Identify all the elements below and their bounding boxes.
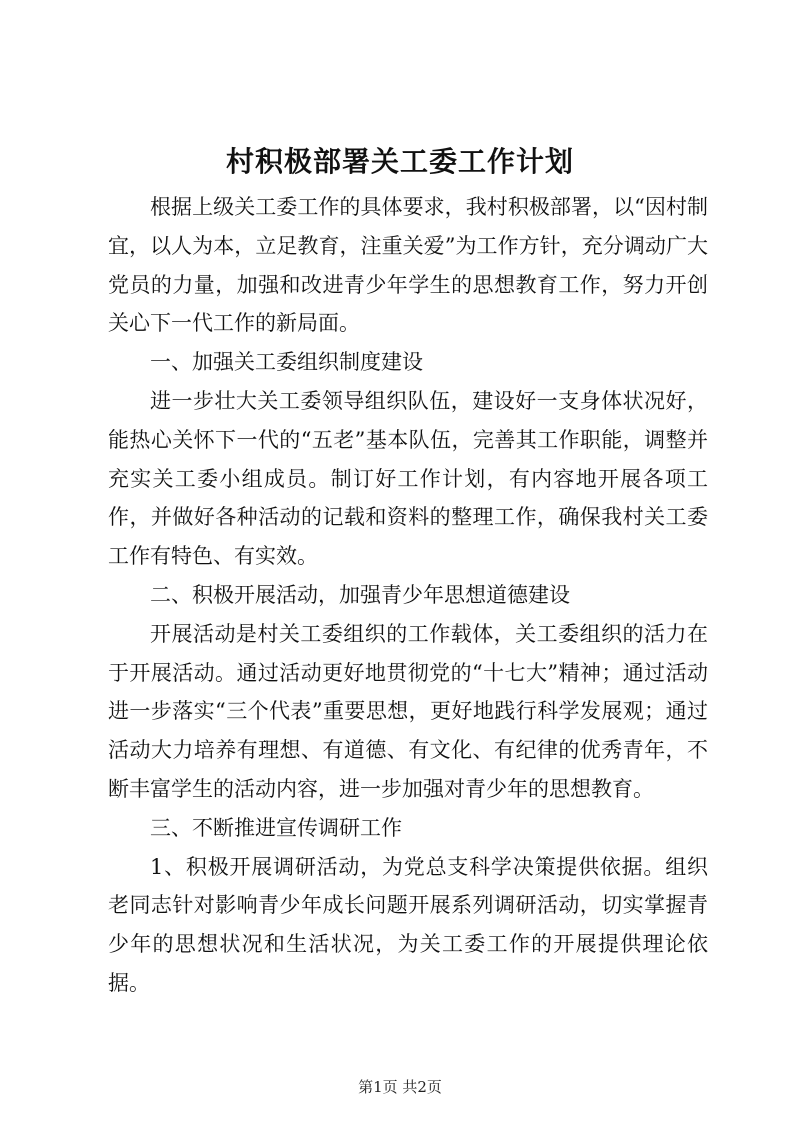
document-title: 村积极部署关工委工作计划 — [225, 145, 574, 178]
page-number-footer: 第1页 共2页 — [358, 1078, 442, 1096]
intro-paragraph: 根据上级关工委工作的具体要求，我村积极部署，以“因村制宜，以人为本，立足教育，注重关爱”为工作方针，充分调动广大党员的力量，加强和改进青少年学生的思想教育工作，努力开创关心下一代工作的新局面。 — [108, 195, 708, 336]
section-2-paragraph: 开展活动是村关工委组织的工作载体，关工委组织的活力在于开展活动。通过活动更好地贯彻党的“十七大”精神；通过活动进一步落实“三个代表”重要思想，更好地践行科学发展观；通过活动大力培养有理想、有道德、有文化、有纪律的优秀青年，不断丰富学生的活动内容，进一步加强对青少年的思想教育。 — [108, 621, 708, 801]
section-heading-3: 三、不断推进宣传调研工作 — [150, 815, 402, 840]
section-3-paragraph: 1、积极开展调研活动，为党总支科学决策提供依据。组织老同志针对影响青少年成长问题开展系列调研活动，切实掌握青少年的思想状况和生活状况，为关工委工作的开展提供理论依据。 — [108, 854, 708, 995]
section-1-paragraph: 进一步壮大关工委领导组织队伍，建设好一支身体状况好，能热心关怀下一代的“五老”基本队伍，完善其工作职能，调整并充实关工委小组成员。制订好工作计划，有内容地开展各项工作，并做好各种活动的记载和资料的整理工作，确保我村关工委工作有特色、有实效。 — [108, 388, 708, 569]
section-heading-2: 二、积极开展活动，加强青少年思想道德建设 — [150, 582, 570, 607]
document-body — [108, 188, 708, 1003]
section-heading-1: 一、加强关工委组织制度建设 — [150, 350, 423, 375]
